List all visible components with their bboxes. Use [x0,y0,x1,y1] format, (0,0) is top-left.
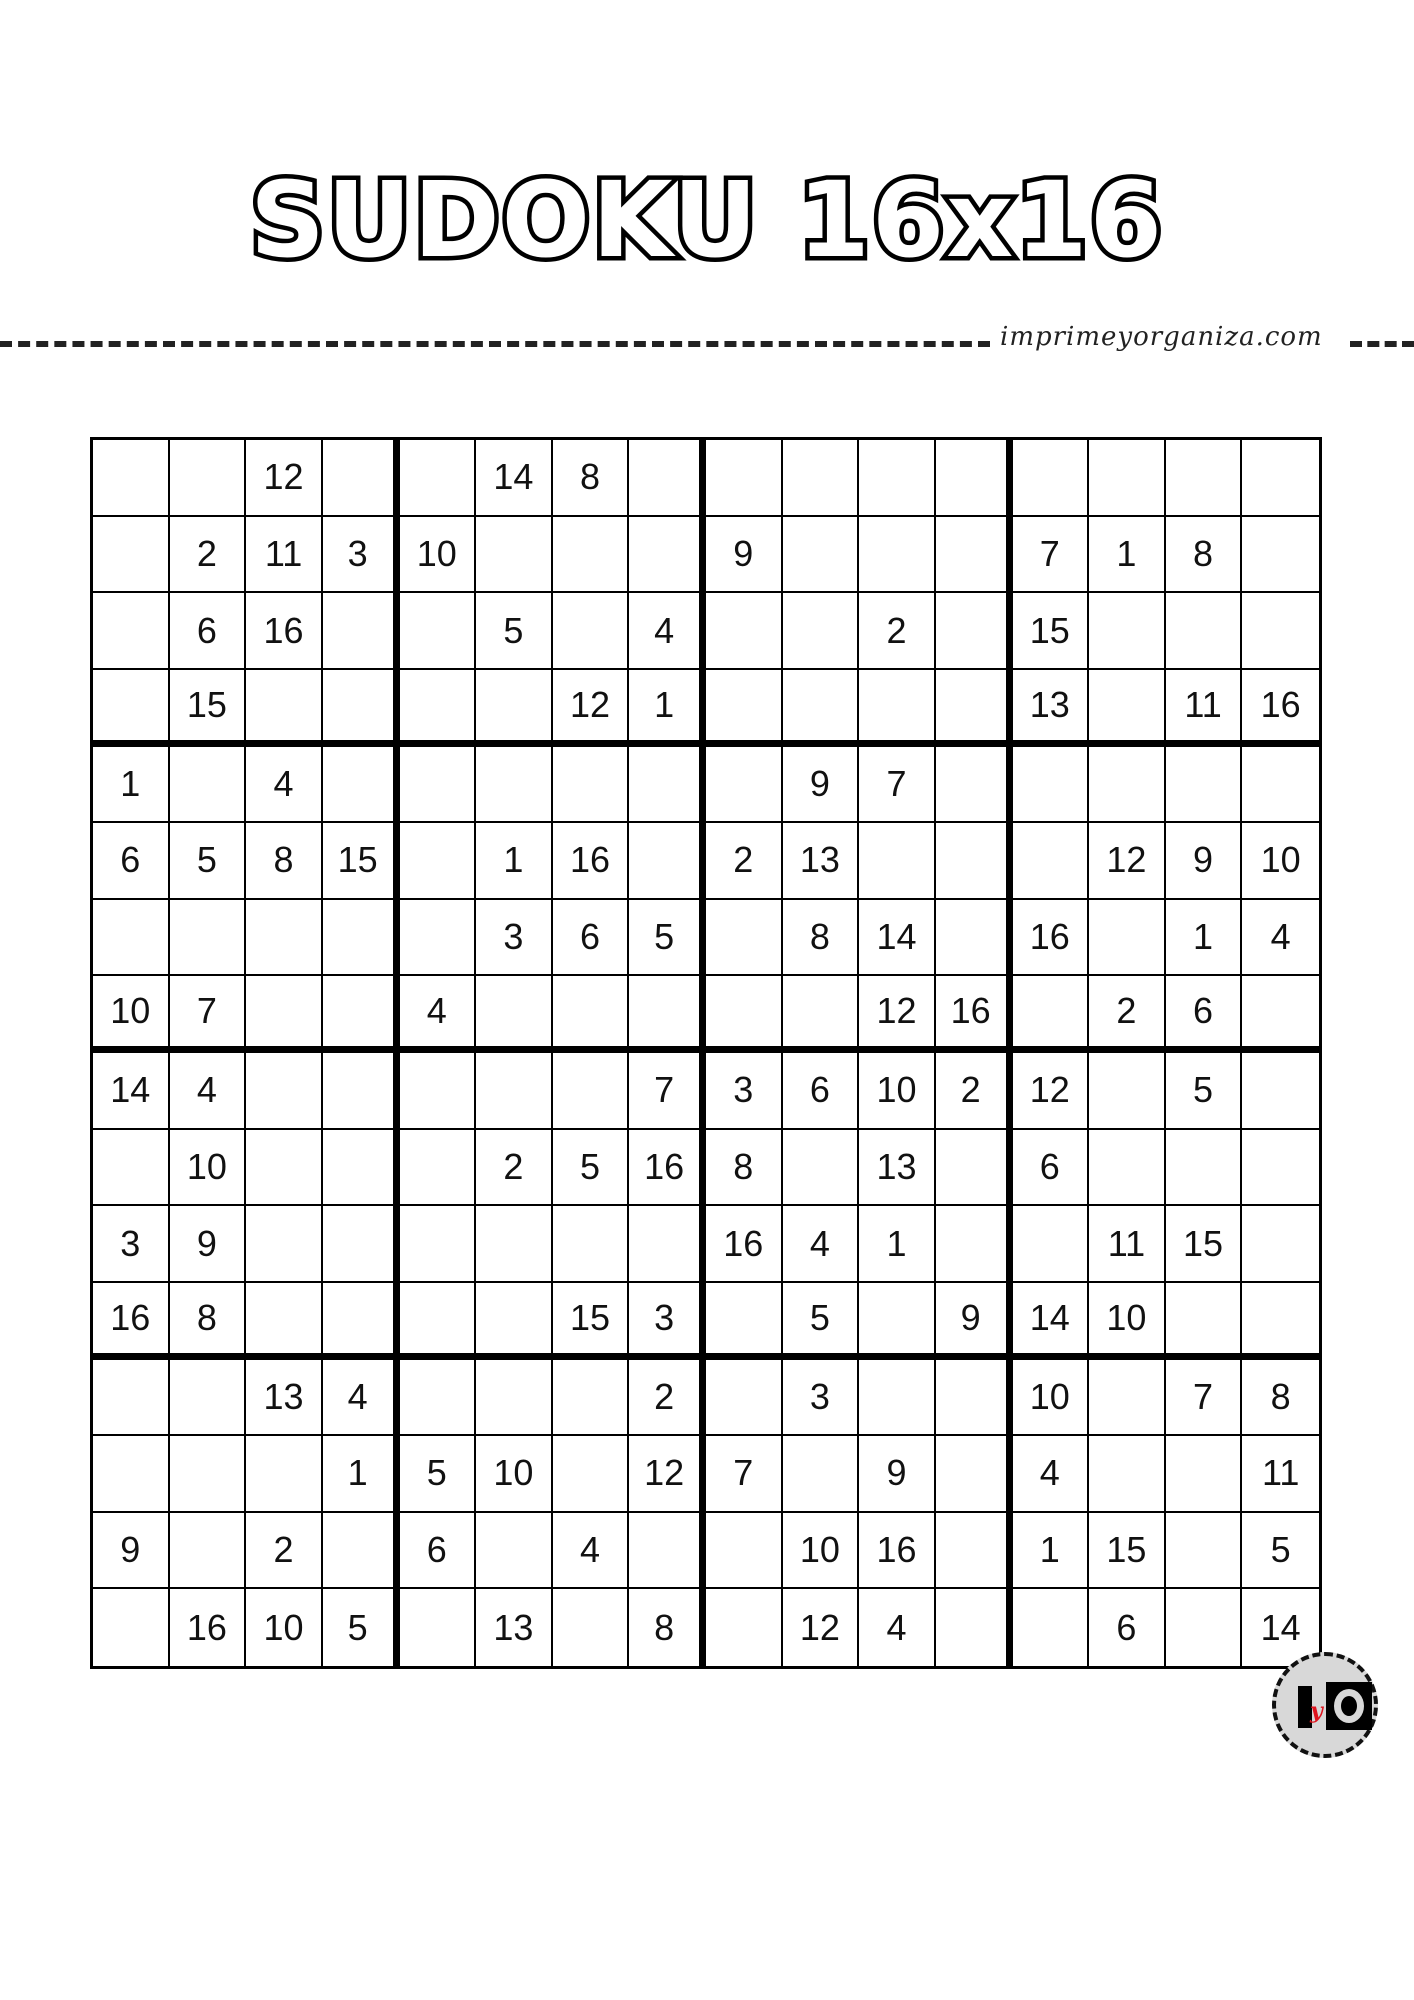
given-cell: 14 [859,900,936,977]
empty-cell[interactable] [1242,1206,1319,1283]
empty-cell[interactable] [93,593,170,670]
empty-cell[interactable] [629,517,706,594]
given-cell: 15 [170,670,247,747]
empty-cell[interactable] [1242,440,1319,517]
empty-cell[interactable] [936,747,1013,824]
given-cell: 9 [936,1283,1013,1360]
given-cell: 12 [783,1589,860,1666]
given-cell: 7 [629,1053,706,1130]
given-cell: 15 [1013,593,1090,670]
given-cell: 12 [1089,823,1166,900]
empty-cell[interactable] [323,1053,400,1130]
empty-cell[interactable] [783,593,860,670]
empty-cell[interactable] [170,900,247,977]
empty-cell[interactable] [93,440,170,517]
given-cell: 12 [859,976,936,1053]
empty-cell[interactable] [1013,976,1090,1053]
given-cell: 13 [1013,670,1090,747]
given-cell: 12 [553,670,630,747]
given-cell: 15 [553,1283,630,1360]
empty-cell[interactable] [1089,1436,1166,1513]
empty-cell[interactable] [476,1053,553,1130]
empty-cell[interactable] [629,440,706,517]
empty-cell[interactable] [1242,517,1319,594]
given-cell: 16 [246,593,323,670]
logo-letter-o [1326,1682,1372,1730]
empty-cell[interactable] [93,670,170,747]
sudoku-grid [90,437,1322,1669]
given-cell: 15 [323,823,400,900]
empty-cell[interactable] [323,440,400,517]
empty-cell[interactable] [936,1436,1013,1513]
given-cell: 5 [323,1589,400,1666]
empty-cell[interactable] [170,1513,247,1590]
given-cell: 10 [1242,823,1319,900]
empty-cell[interactable] [1089,747,1166,824]
empty-cell[interactable] [400,1589,477,1666]
empty-cell[interactable] [246,976,323,1053]
empty-cell[interactable] [246,1053,323,1130]
given-cell: 5 [553,1130,630,1207]
empty-cell[interactable] [1013,1206,1090,1283]
given-cell: 11 [1242,1436,1319,1513]
empty-cell[interactable] [859,517,936,594]
given-cell: 9 [1166,823,1243,900]
empty-cell[interactable] [1089,1130,1166,1207]
given-cell: 1 [323,1436,400,1513]
empty-cell[interactable] [400,440,477,517]
given-cell: 9 [706,517,783,594]
given-cell: 12 [246,440,323,517]
empty-cell[interactable] [553,593,630,670]
given-cell: 6 [170,593,247,670]
empty-cell[interactable] [936,823,1013,900]
empty-cell[interactable] [859,1360,936,1437]
given-cell: 2 [859,593,936,670]
given-cell: 5 [170,823,247,900]
empty-cell[interactable] [476,1283,553,1360]
empty-cell[interactable] [1013,1589,1090,1666]
empty-cell[interactable] [476,670,553,747]
empty-cell[interactable] [170,1436,247,1513]
given-cell: 4 [629,593,706,670]
given-cell: 15 [1166,1206,1243,1283]
empty-cell[interactable] [246,1436,323,1513]
given-cell: 7 [1166,1360,1243,1437]
empty-cell[interactable] [93,900,170,977]
given-cell: 1 [476,823,553,900]
empty-cell[interactable] [936,1130,1013,1207]
empty-cell[interactable] [400,1206,477,1283]
empty-cell[interactable] [629,823,706,900]
given-cell: 13 [476,1589,553,1666]
given-cell: 4 [553,1513,630,1590]
given-cell: 3 [706,1053,783,1130]
given-cell: 5 [1242,1513,1319,1590]
empty-cell[interactable] [93,1589,170,1666]
given-cell: 2 [170,517,247,594]
given-cell: 6 [1089,1589,1166,1666]
empty-cell[interactable] [783,1130,860,1207]
empty-cell[interactable] [323,976,400,1053]
empty-cell[interactable] [400,1360,477,1437]
empty-cell[interactable] [323,1513,400,1590]
empty-cell[interactable] [706,440,783,517]
empty-cell[interactable] [706,976,783,1053]
given-cell: 2 [476,1130,553,1207]
empty-cell[interactable] [553,1053,630,1130]
empty-cell[interactable] [170,440,247,517]
given-cell: 8 [170,1283,247,1360]
given-cell: 3 [93,1206,170,1283]
empty-cell[interactable] [629,1513,706,1590]
empty-cell[interactable] [859,670,936,747]
given-cell: 4 [1013,1436,1090,1513]
brand-logo [1272,1652,1378,1758]
empty-cell[interactable] [936,1589,1013,1666]
empty-cell[interactable] [936,517,1013,594]
empty-cell[interactable] [629,976,706,1053]
given-cell: 16 [1013,900,1090,977]
empty-cell[interactable] [629,1206,706,1283]
given-cell: 14 [476,440,553,517]
empty-cell[interactable] [1013,823,1090,900]
empty-cell[interactable] [400,747,477,824]
empty-cell[interactable] [783,440,860,517]
empty-cell[interactable] [1166,1283,1243,1360]
empty-cell[interactable] [859,823,936,900]
given-cell: 8 [706,1130,783,1207]
empty-cell[interactable] [553,517,630,594]
empty-cell[interactable] [553,1206,630,1283]
empty-cell[interactable] [400,593,477,670]
empty-cell[interactable] [936,1360,1013,1437]
given-cell: 9 [783,747,860,824]
empty-cell[interactable] [936,900,1013,977]
given-cell: 4 [323,1360,400,1437]
empty-cell[interactable] [1242,1283,1319,1360]
given-cell: 2 [706,823,783,900]
given-cell: 6 [1013,1130,1090,1207]
given-cell: 5 [629,900,706,977]
empty-cell[interactable] [706,1283,783,1360]
given-cell: 8 [1166,517,1243,594]
given-cell: 3 [323,517,400,594]
given-cell: 16 [1242,670,1319,747]
given-cell: 16 [553,823,630,900]
given-cell: 10 [1013,1360,1090,1437]
empty-cell[interactable] [859,1283,936,1360]
empty-cell[interactable] [706,1360,783,1437]
given-cell: 2 [1089,976,1166,1053]
empty-cell[interactable] [783,670,860,747]
given-cell: 11 [1166,670,1243,747]
given-cell: 4 [400,976,477,1053]
given-cell: 7 [1013,517,1090,594]
given-cell: 1 [629,670,706,747]
given-cell: 7 [170,976,247,1053]
given-cell: 5 [783,1283,860,1360]
empty-cell[interactable] [476,1360,553,1437]
given-cell: 4 [783,1206,860,1283]
given-cell: 4 [1242,900,1319,977]
given-cell: 14 [1260,1606,1301,1648]
given-cell: 4 [246,747,323,824]
empty-cell[interactable] [1166,593,1243,670]
given-cell: 10 [1089,1283,1166,1360]
empty-cell[interactable] [1089,593,1166,670]
empty-cell[interactable] [1089,1360,1166,1437]
empty-cell[interactable] [246,1206,323,1283]
empty-cell[interactable] [936,593,1013,670]
given-cell: 1 [1089,517,1166,594]
given-cell: 13 [246,1360,323,1437]
empty-cell[interactable] [783,517,860,594]
given-cell: 12 [1013,1053,1090,1130]
given-cell: 10 [783,1513,860,1590]
given-cell: 13 [783,823,860,900]
empty-cell[interactable] [400,1283,477,1360]
given-cell: 8 [629,1589,706,1666]
given-cell: 3 [783,1360,860,1437]
empty-cell[interactable] [400,1053,477,1130]
given-cell: 10 [170,1130,247,1207]
given-cell: 1 [859,1206,936,1283]
empty-cell[interactable] [323,747,400,824]
empty-cell[interactable] [476,1206,553,1283]
empty-cell[interactable] [936,440,1013,517]
given-cell: 10 [476,1436,553,1513]
empty-cell[interactable] [246,900,323,977]
given-cell: 15 [1089,1513,1166,1590]
given-cell: 16 [859,1513,936,1590]
given-cell: 2 [629,1360,706,1437]
given-cell: 9 [859,1436,936,1513]
given-cell: 12 [629,1436,706,1513]
empty-cell[interactable] [1013,747,1090,824]
page-title: SUDOKU 16x16 [249,159,1165,281]
given-cell: 16 [706,1206,783,1283]
given-cell: 5 [1166,1053,1243,1130]
empty-cell[interactable] [476,747,553,824]
empty-cell[interactable] [706,593,783,670]
empty-cell[interactable] [1089,440,1166,517]
website-label: imprimeyorganiza.com [1000,322,1323,352]
given-cell: 9 [93,1513,170,1590]
empty-cell[interactable] [1166,747,1243,824]
empty-cell[interactable] [1013,440,1090,517]
given-cell: 2 [936,1053,1013,1130]
given-cell: 16 [936,976,1013,1053]
given-cell: 8 [553,440,630,517]
empty-cell[interactable] [476,1513,553,1590]
empty-cell[interactable] [1166,440,1243,517]
empty-cell[interactable] [783,976,860,1053]
given-cell: 7 [706,1436,783,1513]
given-cell: 10 [246,1589,323,1666]
given-cell: 6 [553,900,630,977]
dashed-divider-left [0,341,990,347]
empty-cell[interactable] [783,1436,860,1513]
empty-cell[interactable] [323,900,400,977]
empty-cell[interactable] [323,1206,400,1283]
empty-cell[interactable] [1166,1436,1243,1513]
empty-cell[interactable] [936,670,1013,747]
empty-cell[interactable] [706,1589,783,1666]
empty-cell[interactable] [859,440,936,517]
empty-cell[interactable] [400,670,477,747]
given-cell: 5 [476,593,553,670]
given-cell: 4 [170,1053,247,1130]
given-cell: 1 [1166,900,1243,977]
given-cell: 7 [859,747,936,824]
given-cell: 4 [859,1589,936,1666]
empty-cell[interactable] [323,670,400,747]
empty-cell[interactable] [1242,976,1319,1053]
empty-cell[interactable] [1242,747,1319,824]
given-cell: 6 [783,1053,860,1130]
empty-cell[interactable] [553,976,630,1053]
given-cell: 8 [1242,1360,1319,1437]
empty-cell[interactable] [170,747,247,824]
empty-cell[interactable] [706,747,783,824]
empty-cell[interactable] [936,1513,1013,1590]
empty-cell[interactable] [400,900,477,977]
empty-cell[interactable] [1089,1053,1166,1130]
empty-cell[interactable] [1166,1130,1243,1207]
empty-cell[interactable] [629,747,706,824]
empty-cell[interactable] [246,1283,323,1360]
empty-cell[interactable] [323,1130,400,1207]
given-cell: 10 [859,1053,936,1130]
given-cell: 10 [400,517,477,594]
empty-cell[interactable] [706,900,783,977]
empty-cell[interactable] [246,670,323,747]
empty-cell[interactable] [553,747,630,824]
given-cell: 2 [246,1513,323,1590]
empty-cell[interactable] [1242,1130,1319,1207]
empty-cell[interactable] [170,1360,247,1437]
empty-cell[interactable] [1242,593,1319,670]
empty-cell[interactable] [553,1436,630,1513]
given-cell: 8 [246,823,323,900]
empty-cell[interactable] [93,1130,170,1207]
empty-cell[interactable] [400,823,477,900]
empty-cell[interactable] [553,1589,630,1666]
empty-cell[interactable] [93,517,170,594]
given-cell: 14 [1013,1283,1090,1360]
dashed-divider-right [1350,341,1414,347]
given-cell: 14 [93,1053,170,1130]
given-cell: 11 [246,517,323,594]
given-cell: 6 [400,1513,477,1590]
empty-cell[interactable] [1166,1513,1243,1590]
empty-cell[interactable] [93,1360,170,1437]
empty-cell[interactable] [553,1360,630,1437]
empty-cell[interactable] [1089,900,1166,977]
given-cell: 6 [93,823,170,900]
empty-cell[interactable] [1089,670,1166,747]
given-cell: 6 [1166,976,1243,1053]
logo-letter-y: y [1310,1698,1323,1724]
empty-cell[interactable] [936,1206,1013,1283]
empty-cell[interactable] [1242,1053,1319,1130]
empty-cell[interactable] [476,976,553,1053]
given-cell: 13 [859,1130,936,1207]
given-cell: 3 [476,900,553,977]
given-cell: 1 [93,747,170,824]
given-cell: 1 [1013,1513,1090,1590]
given-cell: 10 [93,976,170,1053]
empty-cell[interactable] [323,1283,400,1360]
given-cell: 5 [400,1436,477,1513]
given-cell: 9 [170,1206,247,1283]
given-cell: 16 [629,1130,706,1207]
empty-cell[interactable] [323,593,400,670]
empty-cell[interactable] [1166,1589,1243,1666]
empty-cell[interactable] [476,517,553,594]
given-cell: 16 [93,1283,170,1360]
empty-cell[interactable] [93,1436,170,1513]
empty-cell[interactable] [706,670,783,747]
given-cell: 16 [170,1589,247,1666]
given-cell: 11 [1089,1206,1166,1283]
empty-cell[interactable] [246,1130,323,1207]
given-cell: 8 [783,900,860,977]
empty-cell[interactable] [400,1130,477,1207]
empty-cell[interactable] [706,1513,783,1590]
given-cell: 3 [629,1283,706,1360]
